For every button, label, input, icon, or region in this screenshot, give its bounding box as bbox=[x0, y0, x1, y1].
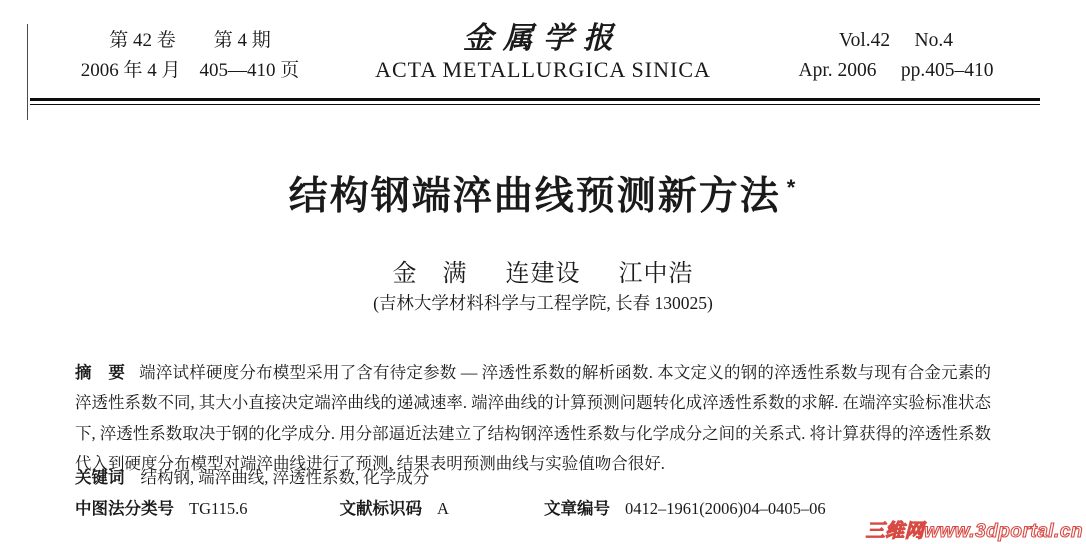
doc-code-value: A bbox=[437, 499, 449, 518]
page-edge-scan-line bbox=[27, 24, 28, 120]
article-id-pair bbox=[544, 495, 826, 519]
article-id-value: 0412–1961(2006)04–0405–06 bbox=[624, 499, 826, 518]
journal-volume-issue-cn: 第 42 卷 第 4 期 bbox=[109, 30, 271, 51]
author-name: 江中浩 bbox=[618, 261, 694, 287]
keywords-label: 关键词 bbox=[75, 469, 125, 487]
meta-row bbox=[75, 495, 826, 519]
abstract-text: 端淬试样硬度分布模型采用了含有待定参数 — 淬透性系数的解析函数. 本文定义的钢的淬透性系数与现有合金元素的淬透性系数不同, 其大小直接决定端淬曲线的递减速率. 端淬曲线的计算预测问题转化成淬透性系数的求解. 在端淬实验标准状态下, 淬透性系数取决于钢的化学成分. 用分部逼近法建立了结构钢淬透性系数与化学成分之间的关系式. 将计算获得的淬透性系数代入到硬度分布模型对端淬曲线进行了预测, 结果表明预测曲线与实验值吻合很好. bbox=[75, 362, 992, 473]
journal-volume-issue-en: Vol.42 No.4 bbox=[839, 30, 953, 51]
article-id-label: 文章编号 bbox=[543, 500, 610, 518]
doc-code-label: 文献标识码 bbox=[339, 500, 423, 518]
clc-pair bbox=[75, 495, 248, 519]
clc-label: 中图法分类号 bbox=[75, 500, 174, 518]
abstract-label: 摘 要 bbox=[75, 363, 126, 382]
journal-issue-en bbox=[746, 26, 1046, 86]
journal-date-pages-en: Apr. 2006 pp.405–410 bbox=[798, 60, 994, 81]
journal-date-pages-cn: 2006 年 4 月 405—410 页 bbox=[80, 60, 300, 81]
abstract-paragraph bbox=[75, 358, 991, 480]
clc-value: TG115.6 bbox=[189, 499, 248, 518]
journal-name-english: ACTA METALLURGICA SINICA bbox=[375, 57, 711, 82]
watermark-text: 三维网www.3dportal.cn bbox=[865, 521, 1083, 542]
author-list bbox=[0, 253, 1086, 288]
journal-name-chinese: 金属学报 bbox=[463, 22, 623, 55]
article-title-text: 结构钢端淬曲线预测新方法 bbox=[288, 175, 781, 218]
author-name: 金 满 bbox=[392, 261, 468, 287]
article-title bbox=[0, 165, 1086, 221]
affiliation: (吉林大学材料科学与工程学院, 长春 130025) bbox=[373, 293, 713, 313]
footnote-asterisk: * bbox=[786, 175, 798, 200]
keywords-text: 结构钢, 端淬曲线, 淬透性系数, 化学成分 bbox=[140, 468, 430, 487]
keywords-row bbox=[75, 464, 429, 488]
doc-code-pair bbox=[340, 495, 449, 519]
header-divider bbox=[30, 98, 1040, 105]
author-name: 连建设 bbox=[505, 261, 581, 287]
